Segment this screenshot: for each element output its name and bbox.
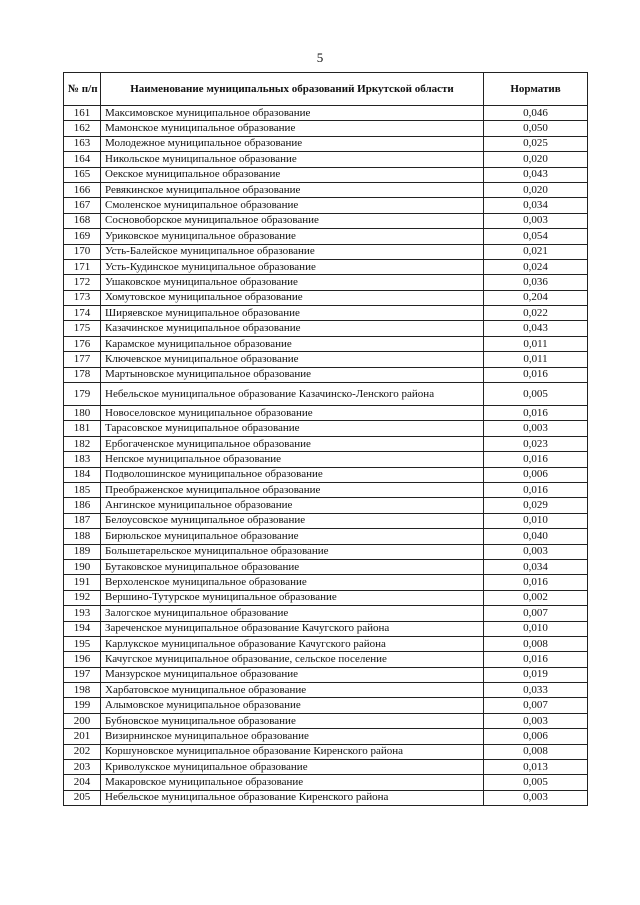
row-value: 0,003	[484, 213, 588, 228]
table-row	[64, 244, 588, 259]
row-number: 166	[64, 182, 101, 197]
row-number: 171	[64, 259, 101, 274]
table-row	[64, 421, 588, 436]
row-value: 0,019	[484, 667, 588, 682]
row-number: 195	[64, 636, 101, 651]
row-name: Бирюльское муниципальное образование	[101, 529, 484, 544]
row-number: 190	[64, 559, 101, 574]
row-name: Усть-Балейское муниципальное образование	[101, 244, 484, 259]
row-number: 194	[64, 621, 101, 636]
row-number: 170	[64, 244, 101, 259]
page-number: 5	[316, 50, 324, 65]
row-number: 193	[64, 606, 101, 621]
norms-table	[63, 72, 588, 806]
table-row	[64, 167, 588, 182]
row-number: 201	[64, 729, 101, 744]
row-number: 202	[64, 744, 101, 759]
row-number: 191	[64, 575, 101, 590]
row-number: 167	[64, 198, 101, 213]
row-number: 183	[64, 452, 101, 467]
table-row	[64, 136, 588, 151]
row-name: Смоленское муниципальное образование	[101, 198, 484, 213]
row-number: 179	[64, 383, 101, 406]
row-value: 0,003	[484, 713, 588, 728]
table-row	[64, 467, 588, 482]
header-name: Наименование муниципальных образований Иркутской области	[101, 73, 484, 106]
row-value: 0,005	[484, 383, 588, 406]
row-value: 0,010	[484, 513, 588, 528]
row-name: Небельское муниципальное образование Казачинско-Ленского района	[101, 383, 484, 406]
row-value: 0,007	[484, 606, 588, 621]
row-value: 0,013	[484, 760, 588, 775]
row-value: 0,025	[484, 136, 588, 151]
row-name: Сосновоборское муниципальное образование	[101, 213, 484, 228]
table-row	[64, 383, 588, 406]
row-name: Молодежное муниципальное образование	[101, 136, 484, 151]
row-name: Зареченское муниципальное образование Качугского района	[101, 621, 484, 636]
table-row	[64, 544, 588, 559]
table-row	[64, 352, 588, 367]
row-name: Преображенское муниципальное образование	[101, 482, 484, 497]
row-number: 163	[64, 136, 101, 151]
table-row	[64, 482, 588, 497]
row-value: 0,007	[484, 698, 588, 713]
row-name: Хомутовское муниципальное образование	[101, 290, 484, 305]
row-name: Казачинское муниципальное образование	[101, 321, 484, 336]
row-name: Харбатовское муниципальное образование	[101, 683, 484, 698]
row-value: 0,010	[484, 621, 588, 636]
row-name: Тарасовское муниципальное образование	[101, 421, 484, 436]
table-row	[64, 606, 588, 621]
row-name: Бутаковское муниципальное образование	[101, 559, 484, 574]
row-value: 0,054	[484, 229, 588, 244]
row-value: 0,006	[484, 729, 588, 744]
table-row	[64, 760, 588, 775]
row-value: 0,043	[484, 321, 588, 336]
table-row	[64, 513, 588, 528]
row-number: 176	[64, 336, 101, 351]
row-value: 0,029	[484, 498, 588, 513]
row-name: Визирнинское муниципальное образование	[101, 729, 484, 744]
row-value: 0,002	[484, 590, 588, 605]
row-name: Ушаковское муниципальное образование	[101, 275, 484, 290]
table-row	[64, 683, 588, 698]
row-name: Алымовское муниципальное образование	[101, 698, 484, 713]
table-row	[64, 590, 588, 605]
table-row	[64, 775, 588, 790]
row-value: 0,016	[484, 367, 588, 382]
table-row	[64, 290, 588, 305]
row-name: Уриковское муниципальное образование	[101, 229, 484, 244]
table-row	[64, 275, 588, 290]
row-number: 164	[64, 152, 101, 167]
table-row	[64, 729, 588, 744]
row-number: 189	[64, 544, 101, 559]
table-row	[64, 452, 588, 467]
row-value: 0,033	[484, 683, 588, 698]
row-number: 184	[64, 467, 101, 482]
table-row	[64, 321, 588, 336]
row-value: 0,040	[484, 529, 588, 544]
table-row	[64, 213, 588, 228]
row-number: 205	[64, 790, 101, 805]
row-name: Усть-Кудинское муниципальное образование	[101, 259, 484, 274]
table-row	[64, 121, 588, 136]
row-value: 0,008	[484, 744, 588, 759]
row-name: Ревякинское муниципальное образование	[101, 182, 484, 197]
row-name: Вершино-Тутурское муниципальное образование	[101, 590, 484, 605]
row-value: 0,020	[484, 152, 588, 167]
row-name: Качугское муниципальное образование, сельское поселение	[101, 652, 484, 667]
row-number: 181	[64, 421, 101, 436]
row-value: 0,011	[484, 352, 588, 367]
row-name: Криволукское муниципальное образование	[101, 760, 484, 775]
table-row	[64, 744, 588, 759]
row-number: 187	[64, 513, 101, 528]
row-value: 0,034	[484, 559, 588, 574]
table-row	[64, 529, 588, 544]
row-name: Бубновское муниципальное образование	[101, 713, 484, 728]
table-row	[64, 559, 588, 574]
row-value: 0,016	[484, 406, 588, 421]
row-value: 0,023	[484, 436, 588, 451]
row-name: Коршуновское муниципальное образование Киренского района	[101, 744, 484, 759]
row-name: Макаровское муниципальное образование	[101, 775, 484, 790]
row-number: 197	[64, 667, 101, 682]
row-value: 0,036	[484, 275, 588, 290]
row-number: 180	[64, 406, 101, 421]
row-number: 198	[64, 683, 101, 698]
row-number: 172	[64, 275, 101, 290]
row-value: 0,024	[484, 259, 588, 274]
table-row	[64, 259, 588, 274]
row-number: 165	[64, 167, 101, 182]
row-value: 0,034	[484, 198, 588, 213]
table-row	[64, 306, 588, 321]
table-row	[64, 575, 588, 590]
row-name: Никольское муниципальное образование	[101, 152, 484, 167]
row-number: 200	[64, 713, 101, 728]
row-name: Ангинское муниципальное образование	[101, 498, 484, 513]
row-name: Мамонское муниципальное образование	[101, 121, 484, 136]
row-name: Ербогаченское муниципальное образование	[101, 436, 484, 451]
row-value: 0,046	[484, 106, 588, 121]
row-number: 162	[64, 121, 101, 136]
row-value: 0,003	[484, 790, 588, 805]
row-value: 0,050	[484, 121, 588, 136]
row-name: Карлукское муниципальное образование Качугского района	[101, 636, 484, 651]
table-row	[64, 336, 588, 351]
row-value: 0,022	[484, 306, 588, 321]
row-name: Залогское муниципальное образование	[101, 606, 484, 621]
row-value: 0,016	[484, 452, 588, 467]
row-name: Ширяевское муниципальное образование	[101, 306, 484, 321]
row-number: 192	[64, 590, 101, 605]
row-name: Подволошинское муниципальное образование	[101, 467, 484, 482]
table-row	[64, 367, 588, 382]
row-value: 0,008	[484, 636, 588, 651]
row-name: Оекское муниципальное образование	[101, 167, 484, 182]
row-value: 0,016	[484, 575, 588, 590]
table-row	[64, 406, 588, 421]
row-name: Ключевское муниципальное образование	[101, 352, 484, 367]
row-value: 0,006	[484, 467, 588, 482]
table-row	[64, 636, 588, 651]
row-number: 178	[64, 367, 101, 382]
table-row	[64, 182, 588, 197]
table-row	[64, 713, 588, 728]
row-number: 175	[64, 321, 101, 336]
row-value: 0,020	[484, 182, 588, 197]
row-number: 173	[64, 290, 101, 305]
row-number: 204	[64, 775, 101, 790]
table-row	[64, 667, 588, 682]
table-row	[64, 152, 588, 167]
header-value: Норматив	[484, 73, 588, 106]
row-number: 177	[64, 352, 101, 367]
table-body	[64, 106, 588, 806]
row-number: 161	[64, 106, 101, 121]
row-value: 0,204	[484, 290, 588, 305]
header-num: № п/п	[64, 73, 101, 106]
row-number: 186	[64, 498, 101, 513]
row-name: Большетарельское муниципальное образование	[101, 544, 484, 559]
row-number: 168	[64, 213, 101, 228]
row-number: 185	[64, 482, 101, 497]
row-name: Манзурское муниципальное образование	[101, 667, 484, 682]
row-value: 0,011	[484, 336, 588, 351]
table-row	[64, 698, 588, 713]
table-row	[64, 198, 588, 213]
table-row	[64, 498, 588, 513]
table-row	[64, 229, 588, 244]
table-row	[64, 652, 588, 667]
row-value: 0,016	[484, 652, 588, 667]
row-number: 203	[64, 760, 101, 775]
row-value: 0,016	[484, 482, 588, 497]
row-number: 182	[64, 436, 101, 451]
row-value: 0,003	[484, 544, 588, 559]
table-row	[64, 790, 588, 805]
table-row	[64, 106, 588, 121]
row-number: 196	[64, 652, 101, 667]
row-name: Мартыновское муниципальное образование	[101, 367, 484, 382]
row-number: 169	[64, 229, 101, 244]
row-number: 199	[64, 698, 101, 713]
table-header-row	[64, 73, 588, 106]
row-value: 0,043	[484, 167, 588, 182]
row-value: 0,003	[484, 421, 588, 436]
row-name: Белоусовское муниципальное образование	[101, 513, 484, 528]
table-row	[64, 621, 588, 636]
row-name: Непское муниципальное образование	[101, 452, 484, 467]
row-name: Максимовское муниципальное образование	[101, 106, 484, 121]
row-name: Небельское муниципальное образование Киренского района	[101, 790, 484, 805]
row-name: Верхоленское муниципальное образование	[101, 575, 484, 590]
row-name: Новоселовское муниципальное образование	[101, 406, 484, 421]
row-number: 188	[64, 529, 101, 544]
row-value: 0,005	[484, 775, 588, 790]
row-value: 0,021	[484, 244, 588, 259]
table-row	[64, 436, 588, 451]
row-number: 174	[64, 306, 101, 321]
row-name: Карамское муниципальное образование	[101, 336, 484, 351]
